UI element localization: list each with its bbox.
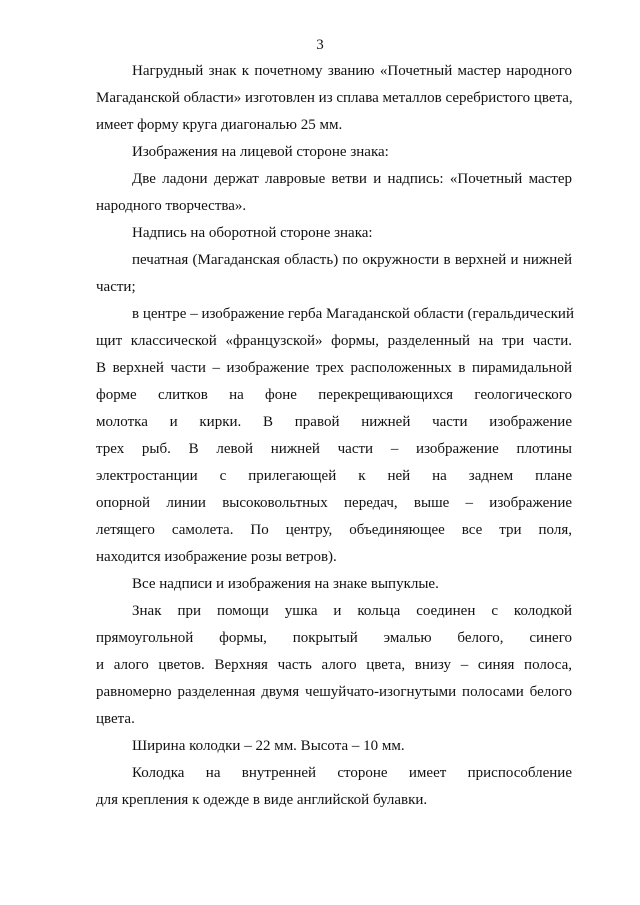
text-line: Магаданской области» изготовлен из сплава металлов серебристого цвета, [96, 90, 573, 106]
text-line: Знак при помощи ушка и кольца соединен с колодкой [132, 603, 572, 619]
text-line: форме слитков на фоне перекрещивающихся геологического [96, 387, 572, 403]
page-number: 3 [316, 37, 324, 53]
paragraph-front-side-description [96, 166, 572, 220]
paragraph-ribbon-block [96, 598, 572, 733]
text-line: Надпись на оборотной стороне знака: [132, 225, 373, 241]
text-line: Колодка на внутренней стороне имеет приспособление [132, 765, 572, 781]
text-line: молотка и кирки. В правой нижней части изображение [96, 414, 572, 430]
text-line: Ширина колодки – 22 мм. Высота – 10 мм. [132, 738, 405, 754]
text-line: Нагрудный знак к почетному званию «Почетный мастер народного [132, 63, 572, 79]
text-line: печатная (Магаданская область) по окружности в верхней и нижней [132, 252, 572, 268]
text-line: летящего самолета. По центру, объединяющее все три поля, [96, 522, 572, 538]
paragraph-back-side-heading [96, 220, 572, 247]
document-body [96, 58, 572, 814]
text-line: опорной линии высоковольтных передач, выше – изображение [96, 495, 572, 511]
text-line: В верхней части – изображение трех расположенных в пирамидальной [96, 360, 572, 376]
text-line: в центре – изображение герба Магаданской области (геральдический [132, 306, 574, 322]
text-line: Все надписи и изображения на знаке выпуклые. [132, 576, 439, 592]
text-line: трех рыб. В левой нижней части – изображение плотины [96, 441, 572, 457]
text-line: цвета. [96, 711, 135, 727]
text-line: части; [96, 279, 136, 295]
text-line: находится изображение розы ветров). [96, 549, 337, 565]
text-line: щит классической «французской» формы, разделенный на три части. [96, 333, 572, 349]
text-line: прямоугольной формы, покрытый эмалью белого, синего [96, 630, 572, 646]
text-line: имеет форму круга диагональю 25 мм. [96, 117, 343, 133]
text-line: Две ладони держат лавровые ветви и надпись: «Почетный мастер [132, 171, 572, 187]
paragraph-printed-inscription [96, 247, 572, 301]
text-line: равномерно разделенная двумя чешуйчато-изогнутыми полосами белого [96, 684, 572, 700]
paragraph-attachment [96, 760, 572, 814]
paragraph-front-side-heading [96, 139, 572, 166]
paragraph-coat-of-arms [96, 301, 572, 571]
text-line: электростанции с прилегающей к ней на заднем плане [96, 468, 572, 484]
text-line: народного творчества». [96, 198, 247, 214]
text-line: и алого цветов. Верхняя часть алого цвета, внизу – синяя полоса, [96, 657, 572, 673]
paragraph-raised-elements [96, 571, 572, 598]
paragraph-dimensions [96, 733, 572, 760]
text-line: для крепления к одежде в виде английской булавки. [96, 792, 428, 808]
paragraph-badge-description [96, 58, 572, 139]
text-line: Изображения на лицевой стороне знака: [132, 144, 389, 160]
